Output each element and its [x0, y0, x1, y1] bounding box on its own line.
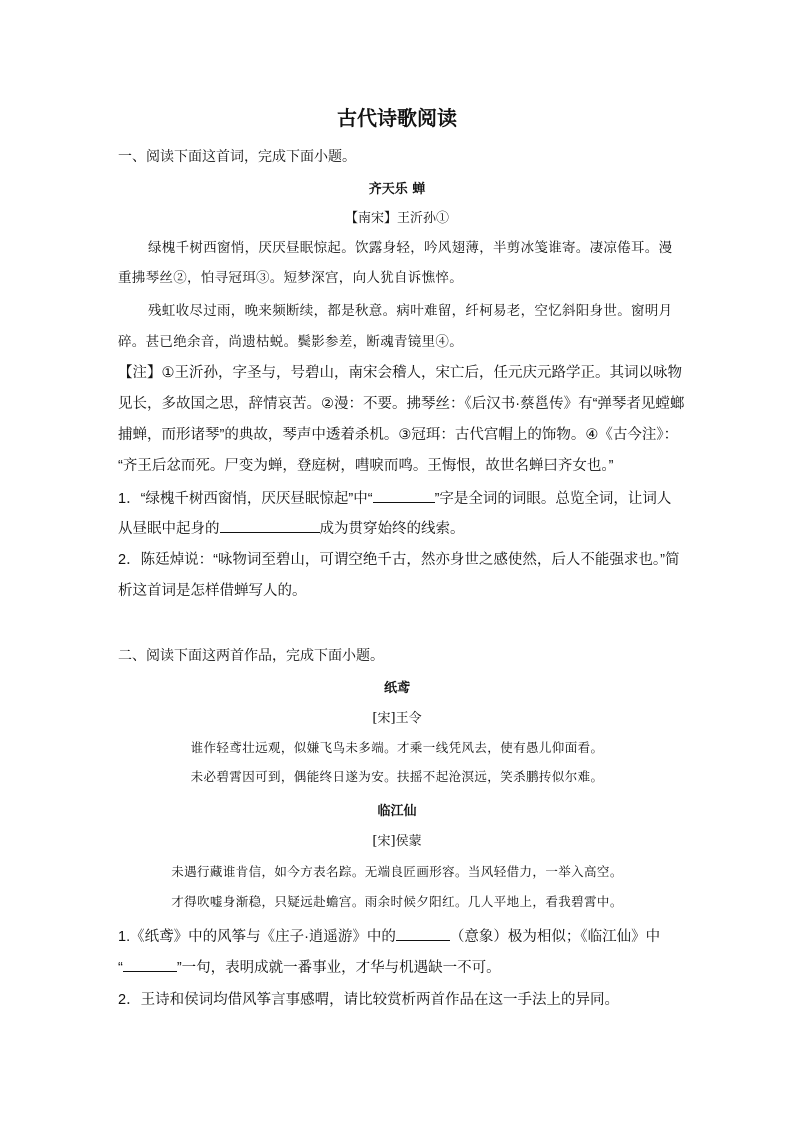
poem-1-line: 绿槐千树西窗悄，厌厌昼眠惊起。饮露身轻，吟风翅薄，半剪冰笺谁寄。凄凉倦耳。漫 — [148, 240, 673, 256]
question-text: “ — [118, 960, 123, 976]
answer-blank[interactable] — [220, 518, 320, 533]
question-text: 从昼眠中起身的 — [118, 521, 220, 537]
question-2-2: 2．王诗和侯词均借风筝言事感喟，请比较赏析两首作品在这一手法上的异同。 — [118, 992, 620, 1008]
question-text: ”字是全词的词眼。总览全词，让词人 — [434, 491, 672, 507]
poem-3-title: 临江仙 — [377, 804, 417, 819]
question-text: ”一句，表明成就一番事业，才华与机遇缺一不可。 — [176, 960, 501, 976]
poem-2-line: 谁作轻鸢壮远观，似嫌飞鸟未多端。才乘一线凭风去，使有愚儿仰面看。 — [190, 740, 604, 755]
poem-1-line: 残虹收尽过雨，晚来频断续，都是秋意。病叶难留，纤柯易老，空忆斜阳身世。窗明月 — [148, 303, 673, 319]
poem-1-title: 齐天乐 蝉 — [368, 182, 426, 197]
poem-2-author: [宋]王令 — [372, 711, 422, 726]
question-2-1-cont — [118, 956, 501, 977]
annotation-line: 【注】①王沂孙，字圣与，号碧山，南宋会稽人，宋亡后，任元庆元路学正。其词以咏物 — [118, 365, 682, 381]
poem-3-line: 未遇行藏谁肯信，如今方表名踪。无端良匠画形容。当风轻借力，一举入高空。 — [171, 864, 623, 879]
question-1-1-cont — [118, 517, 465, 538]
section-1-heading: 一、阅读下面这首词，完成下面小题。 — [118, 148, 356, 164]
poem-2-title: 纸鸢 — [383, 681, 410, 696]
answer-blank[interactable] — [123, 957, 177, 972]
question-2-1 — [118, 925, 660, 946]
answer-blank[interactable] — [396, 926, 450, 941]
question-1-2-cont: 析这首词是怎样借蝉写人的。 — [118, 583, 307, 599]
question-1-1 — [118, 487, 671, 508]
section-2-heading: 二、阅读下面这两首作品，完成下面小题。 — [118, 647, 384, 663]
poem-3-author: [宋]侯蒙 — [372, 834, 422, 849]
poem-1-line: 碎。甚已绝余音，尚遗枯蜕。鬓影参差，断魂青镜里④。 — [118, 334, 463, 350]
question-text: 1．“绿槐千树西窗悄，厌厌昼眠惊起”中“ — [118, 491, 373, 507]
poem-1-line: 重拂琴丝②，怕寻冠珥③。短梦深宫，向人犹自诉憔悴。 — [118, 270, 463, 286]
question-text: 成为贯穿始终的线索。 — [319, 521, 465, 537]
poem-3-line: 才得吹嘘身渐稳，只疑远赴蟾宫。雨余时候夕阳红。几人平地上，看我碧霄中。 — [171, 894, 623, 909]
annotation-line: 捕蝉，而形诸琴”的典故，琴声中透着杀机。③冠珥：古代宫帽上的饰物。④《古今注》： — [118, 427, 679, 443]
question-text: 1.《纸鸢》中的风筝与《庄子·逍遥游》中的 — [118, 929, 396, 945]
annotation-line: 见长，多故国之思，辞情哀苦。②漫：不要。拂琴丝：《后汉书·蔡邕传》有“弹琴者见螳螂 — [118, 396, 685, 412]
annotation-line: “齐王后忿而死。尸变为蝉，登庭树，嘒唳而鸣。王悔恨，故世名蝉曰齐女也。” — [118, 458, 614, 474]
question-1-2: 2．陈廷焯说：“咏物词至碧山，可谓空绝千古，然亦身世之感使然，后人不能强求也。”简 — [118, 552, 680, 568]
poem-2-line: 未必碧霄因可到，偶能终日遂为安。扶摇不起沧溟远，笑杀鹏抟似尔难。 — [190, 769, 604, 784]
poem-1-author: 【南宋】王沂孙① — [344, 211, 449, 226]
question-text: （意象）极为相似；《临江仙》中 — [449, 929, 661, 945]
page-title: 古代诗歌阅读 — [337, 106, 457, 130]
answer-blank[interactable] — [373, 488, 435, 503]
